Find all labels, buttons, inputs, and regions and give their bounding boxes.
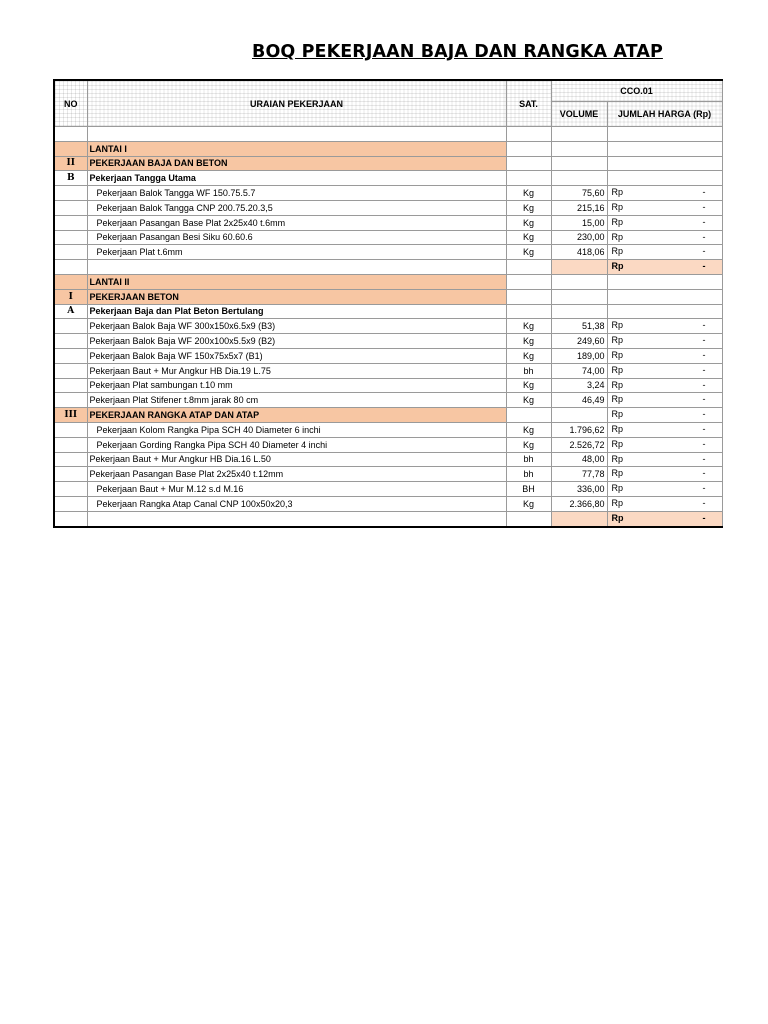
amount-cell bbox=[607, 437, 722, 452]
amount-value: - bbox=[702, 379, 706, 390]
boq-table-body bbox=[54, 80, 722, 527]
volume-cell bbox=[551, 171, 607, 186]
description-cell: Pekerjaan Plat sambungan t.10 mm bbox=[87, 378, 506, 393]
amount-value: - bbox=[702, 231, 706, 242]
amount-cell bbox=[607, 482, 722, 497]
table-row bbox=[54, 482, 722, 497]
volume-cell: 336,00 bbox=[551, 482, 607, 497]
volume-cell: 418,06 bbox=[551, 245, 607, 260]
amount-value: - bbox=[702, 364, 706, 375]
volume-cell bbox=[551, 127, 607, 142]
no-cell bbox=[54, 200, 87, 215]
amount-cell bbox=[607, 511, 722, 526]
no-cell bbox=[54, 363, 87, 378]
table-row bbox=[54, 496, 722, 511]
currency-label: Rp bbox=[611, 320, 624, 331]
header-row bbox=[54, 80, 722, 102]
amount-cell bbox=[607, 452, 722, 467]
currency-label: Rp bbox=[611, 394, 624, 405]
no-cell bbox=[54, 482, 87, 497]
description-cell: Pekerjaan Balok Baja WF 150x75x5x7 (B1) bbox=[87, 348, 506, 363]
description-cell bbox=[87, 511, 506, 526]
description-cell: Pekerjaan Balok Baja WF 300x150x6.5x9 (B3) bbox=[87, 319, 506, 334]
volume-cell bbox=[551, 260, 607, 275]
no-cell bbox=[54, 141, 87, 156]
table-row bbox=[54, 141, 722, 156]
table-row bbox=[54, 378, 722, 393]
description-cell bbox=[87, 127, 506, 142]
amount-cell bbox=[607, 186, 722, 201]
table-row bbox=[54, 511, 722, 526]
table-row bbox=[54, 304, 722, 319]
amount-value: - bbox=[702, 512, 706, 523]
page-title: BOQ PEKERJAAN BAJA DAN RANGKA ATAP bbox=[252, 42, 663, 62]
header-uraian: URAIAN PEKERJAAN bbox=[87, 80, 506, 127]
description-cell: Pekerjaan Plat Stifener t.8mm jarak 80 cm bbox=[87, 393, 506, 408]
no-cell bbox=[54, 378, 87, 393]
currency-label: Rp bbox=[611, 187, 624, 198]
amount-value: - bbox=[702, 320, 706, 331]
amount-cell bbox=[607, 422, 722, 437]
amount-cell bbox=[607, 319, 722, 334]
no-cell bbox=[54, 348, 87, 363]
amount-value: - bbox=[702, 335, 706, 346]
table-row bbox=[54, 156, 722, 171]
unit-cell bbox=[506, 171, 551, 186]
no-cell: B bbox=[54, 171, 87, 186]
unit-cell: Kg bbox=[506, 393, 551, 408]
volume-cell: 48,00 bbox=[551, 452, 607, 467]
no-cell bbox=[54, 274, 87, 289]
amount-cell bbox=[607, 127, 722, 142]
amount-cell bbox=[607, 496, 722, 511]
table-row bbox=[54, 334, 722, 349]
description-cell: Pekerjaan Gording Rangka Pipa SCH 40 Diameter 4 inchi bbox=[87, 437, 506, 452]
description-cell: Pekerjaan Pasangan Base Plat 2x25x40 t.6mm bbox=[87, 215, 506, 230]
unit-cell: Kg bbox=[506, 186, 551, 201]
table-row bbox=[54, 230, 722, 245]
table-row bbox=[54, 348, 722, 363]
no-cell bbox=[54, 467, 87, 482]
amount-value: - bbox=[702, 409, 706, 420]
volume-cell bbox=[551, 289, 607, 304]
unit-cell: Kg bbox=[506, 437, 551, 452]
unit-cell bbox=[506, 127, 551, 142]
amount-cell bbox=[607, 245, 722, 260]
amount-value: - bbox=[702, 483, 706, 494]
no-cell: I bbox=[54, 289, 87, 304]
description-cell: Pekerjaan Pasangan Base Plat 2x25x40 t.12mm bbox=[87, 467, 506, 482]
description-cell: Pekerjaan Baut + Mur Angkur HB Dia.16 L.50 bbox=[87, 452, 506, 467]
table-row bbox=[54, 289, 722, 304]
unit-cell: bh bbox=[506, 467, 551, 482]
currency-label: Rp bbox=[611, 423, 624, 434]
unit-cell: Kg bbox=[506, 319, 551, 334]
unit-cell: bh bbox=[506, 363, 551, 378]
volume-cell: 249,60 bbox=[551, 334, 607, 349]
table-row bbox=[54, 200, 722, 215]
no-cell bbox=[54, 260, 87, 275]
table-row bbox=[54, 408, 722, 423]
unit-cell: Kg bbox=[506, 348, 551, 363]
volume-cell: 74,00 bbox=[551, 363, 607, 378]
currency-label: Rp bbox=[611, 364, 624, 375]
currency-label: Rp bbox=[611, 409, 624, 420]
amount-value: - bbox=[702, 438, 706, 449]
unit-cell bbox=[506, 304, 551, 319]
currency-label: Rp bbox=[611, 379, 624, 390]
amount-cell bbox=[607, 274, 722, 289]
amount-cell bbox=[607, 215, 722, 230]
boq-table bbox=[53, 79, 723, 528]
header-group: CCO.01 bbox=[551, 80, 722, 102]
unit-cell: Kg bbox=[506, 378, 551, 393]
amount-value: - bbox=[702, 216, 706, 227]
no-cell bbox=[54, 230, 87, 245]
group-label: PEKERJAAN RANGKA ATAP DAN ATAP bbox=[87, 408, 506, 423]
no-cell bbox=[54, 319, 87, 334]
unit-cell bbox=[506, 156, 551, 171]
amount-value: - bbox=[702, 468, 706, 479]
volume-cell bbox=[551, 304, 607, 319]
amount-cell bbox=[607, 467, 722, 482]
no-cell: II bbox=[54, 156, 87, 171]
currency-label: Rp bbox=[611, 453, 624, 464]
unit-cell: Kg bbox=[506, 496, 551, 511]
currency-label: Rp bbox=[611, 261, 624, 272]
unit-cell bbox=[506, 511, 551, 526]
header-jumlah: JUMLAH HARGA (Rp) bbox=[607, 102, 722, 127]
volume-cell bbox=[551, 408, 607, 423]
amount-cell bbox=[607, 289, 722, 304]
amount-cell bbox=[607, 378, 722, 393]
amount-value: - bbox=[702, 423, 706, 434]
unit-cell: Kg bbox=[506, 422, 551, 437]
no-cell bbox=[54, 496, 87, 511]
subsection-label: Pekerjaan Baja dan Plat Beton Bertulang bbox=[87, 304, 506, 319]
amount-cell bbox=[607, 334, 722, 349]
volume-cell: 3,24 bbox=[551, 378, 607, 393]
description-cell: Pekerjaan Kolom Rangka Pipa SCH 40 Diameter 6 inchi bbox=[87, 422, 506, 437]
no-cell bbox=[54, 215, 87, 230]
unit-cell bbox=[506, 260, 551, 275]
amount-value: - bbox=[702, 201, 706, 212]
volume-cell bbox=[551, 274, 607, 289]
description-cell: Pekerjaan Balok Tangga WF 150.75.5.7 bbox=[87, 186, 506, 201]
amount-cell bbox=[607, 141, 722, 156]
unit-cell bbox=[506, 274, 551, 289]
table-row bbox=[54, 274, 722, 289]
volume-cell: 2.366,80 bbox=[551, 496, 607, 511]
description-cell bbox=[87, 260, 506, 275]
unit-cell: Kg bbox=[506, 245, 551, 260]
no-cell bbox=[54, 452, 87, 467]
currency-label: Rp bbox=[611, 483, 624, 494]
table-row bbox=[54, 467, 722, 482]
amount-value: - bbox=[702, 187, 706, 198]
currency-label: Rp bbox=[611, 335, 624, 346]
currency-label: Rp bbox=[611, 497, 624, 508]
volume-cell: 75,60 bbox=[551, 186, 607, 201]
amount-cell bbox=[607, 408, 722, 423]
table-row bbox=[54, 363, 722, 378]
no-cell bbox=[54, 511, 87, 526]
amount-cell bbox=[607, 393, 722, 408]
volume-cell: 230,00 bbox=[551, 230, 607, 245]
no-cell bbox=[54, 186, 87, 201]
description-cell: Pekerjaan Balok Tangga CNP 200.75.20.3,5 bbox=[87, 200, 506, 215]
no-cell: A bbox=[54, 304, 87, 319]
unit-cell: bh bbox=[506, 452, 551, 467]
header-sat: SAT. bbox=[506, 80, 551, 127]
amount-value: - bbox=[702, 497, 706, 508]
amount-cell bbox=[607, 230, 722, 245]
amount-value: - bbox=[702, 453, 706, 464]
amount-cell bbox=[607, 171, 722, 186]
currency-label: Rp bbox=[611, 216, 624, 227]
table-row bbox=[54, 215, 722, 230]
volume-cell: 51,38 bbox=[551, 319, 607, 334]
table-row bbox=[54, 171, 722, 186]
unit-cell: Kg bbox=[506, 200, 551, 215]
no-cell bbox=[54, 437, 87, 452]
description-cell: Pekerjaan Rangka Atap Canal CNP 100x50x20,3 bbox=[87, 496, 506, 511]
amount-value: - bbox=[702, 246, 706, 257]
unit-cell: Kg bbox=[506, 230, 551, 245]
section-label: LANTAI II bbox=[87, 274, 506, 289]
table-row bbox=[54, 422, 722, 437]
volume-cell: 189,00 bbox=[551, 348, 607, 363]
no-cell bbox=[54, 393, 87, 408]
table-row bbox=[54, 452, 722, 467]
unit-cell: Kg bbox=[506, 215, 551, 230]
unit-cell: Kg bbox=[506, 334, 551, 349]
table-row bbox=[54, 260, 722, 275]
group-label: PEKERJAAN BAJA DAN BETON bbox=[87, 156, 506, 171]
volume-cell: 215,16 bbox=[551, 200, 607, 215]
currency-label: Rp bbox=[611, 231, 624, 242]
no-cell bbox=[54, 334, 87, 349]
table-row bbox=[54, 393, 722, 408]
description-cell: Pekerjaan Baut + Mur Angkur HB Dia.19 L.75 bbox=[87, 363, 506, 378]
volume-cell bbox=[551, 156, 607, 171]
unit-cell bbox=[506, 289, 551, 304]
unit-cell bbox=[506, 141, 551, 156]
description-cell: Pekerjaan Plat t.6mm bbox=[87, 245, 506, 260]
description-cell: Pekerjaan Balok Baja WF 200x100x5.5x9 (B2) bbox=[87, 334, 506, 349]
currency-label: Rp bbox=[611, 246, 624, 257]
amount-cell bbox=[607, 304, 722, 319]
subsection-label: Pekerjaan Tangga Utama bbox=[87, 171, 506, 186]
unit-cell bbox=[506, 408, 551, 423]
amount-cell bbox=[607, 200, 722, 215]
amount-cell bbox=[607, 156, 722, 171]
table-row bbox=[54, 319, 722, 334]
unit-cell: BH bbox=[506, 482, 551, 497]
no-cell: III bbox=[54, 408, 87, 423]
section-label: LANTAI I bbox=[87, 141, 506, 156]
amount-value: - bbox=[702, 394, 706, 405]
volume-cell bbox=[551, 141, 607, 156]
amount-cell bbox=[607, 363, 722, 378]
group-label: PEKERJAAN BETON bbox=[87, 289, 506, 304]
amount-value: - bbox=[702, 261, 706, 272]
header-no: NO bbox=[54, 80, 87, 127]
volume-cell bbox=[551, 511, 607, 526]
currency-label: Rp bbox=[611, 201, 624, 212]
no-cell bbox=[54, 127, 87, 142]
currency-label: Rp bbox=[611, 438, 624, 449]
header-volume: VOLUME bbox=[551, 102, 607, 127]
description-cell: Pekerjaan Baut + Mur M.12 s.d M.16 bbox=[87, 482, 506, 497]
volume-cell: 2.526,72 bbox=[551, 437, 607, 452]
table-row bbox=[54, 437, 722, 452]
volume-cell: 1.796,62 bbox=[551, 422, 607, 437]
volume-cell: 77,78 bbox=[551, 467, 607, 482]
currency-label: Rp bbox=[611, 512, 624, 523]
amount-cell bbox=[607, 260, 722, 275]
no-cell bbox=[54, 245, 87, 260]
currency-label: Rp bbox=[611, 468, 624, 479]
no-cell bbox=[54, 422, 87, 437]
volume-cell: 46,49 bbox=[551, 393, 607, 408]
amount-value: - bbox=[702, 349, 706, 360]
table-row bbox=[54, 245, 722, 260]
table-row bbox=[54, 186, 722, 201]
table-row bbox=[54, 127, 722, 142]
volume-cell: 15,00 bbox=[551, 215, 607, 230]
description-cell: Pekerjaan Pasangan Besi Siku 60.60.6 bbox=[87, 230, 506, 245]
currency-label: Rp bbox=[611, 349, 624, 360]
amount-cell bbox=[607, 348, 722, 363]
